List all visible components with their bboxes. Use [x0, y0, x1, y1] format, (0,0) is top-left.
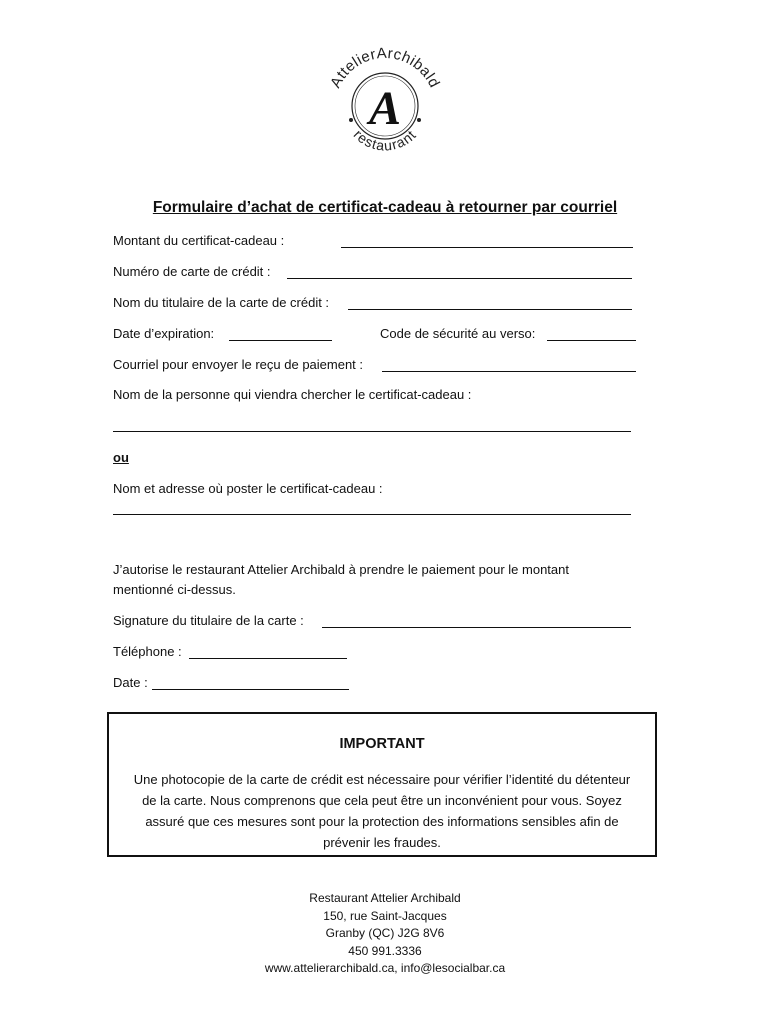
security-code-row	[380, 325, 535, 343]
logo-monogram: A	[368, 82, 402, 135]
footer-city: Granby (QC) J2G 8V6	[325, 926, 445, 940]
mail-address-label: Nom et adresse où poster le certificat-cadeau :	[113, 481, 383, 496]
pickup-person-field[interactable]	[113, 431, 631, 432]
signature-row	[113, 612, 304, 630]
security-code-label: Code de sécurité au verso:	[380, 326, 536, 341]
date-field[interactable]	[152, 689, 349, 690]
footer-phone: 450 991.3336	[348, 943, 422, 958]
cardholder-field[interactable]	[348, 309, 632, 310]
signature-label: Signature du titulaire de la carte :	[113, 613, 304, 628]
security-code-field[interactable]	[547, 340, 636, 341]
notice-line: prévenir les fraudes.	[323, 835, 441, 850]
restaurant-logo	[320, 38, 450, 168]
footer-web-email: www.attelierarchibald.ca, info@lesocialbar.ca	[264, 961, 506, 975]
phone-label: Téléphone :	[113, 644, 182, 659]
amount-field[interactable]	[341, 247, 633, 248]
receipt-email-label: Courriel pour envoyer le reçu de paiement :	[113, 357, 364, 372]
card-number-field[interactable]	[287, 278, 632, 279]
expiration-row	[113, 325, 214, 343]
notice-line: Une photocopie de la carte de crédit est nécessaire pour vérifier l’identité du détenteur	[133, 772, 631, 787]
or-label: ou	[113, 450, 129, 465]
card-number-row	[113, 263, 271, 281]
mail-address-row	[113, 480, 383, 498]
amount-label: Montant du certificat-cadeau :	[113, 233, 285, 248]
phone-field[interactable]	[189, 658, 347, 659]
date-label: Date :	[113, 675, 148, 690]
receipt-email-row	[113, 356, 363, 374]
pickup-person-row	[113, 386, 471, 404]
cardholder-label: Nom du titulaire de la carte de crédit :	[113, 295, 330, 310]
amount-row	[113, 232, 284, 250]
mail-address-field[interactable]	[113, 514, 631, 515]
expiration-label: Date d’expiration:	[113, 326, 215, 341]
card-number-label: Numéro de carte de crédit :	[113, 264, 271, 279]
footer-contact	[0, 890, 770, 978]
date-row	[113, 674, 148, 692]
logo-top-text: AttelierArchibald	[327, 44, 443, 91]
notice-line: assuré que ces mesures sont pour la protection des informations sensibles afin de	[145, 814, 619, 829]
receipt-email-field[interactable]	[382, 371, 636, 372]
important-notice-title: IMPORTANT	[339, 736, 425, 752]
footer-street: 150, rue Saint-Jacques	[323, 908, 447, 923]
important-notice-box	[107, 712, 657, 857]
authorization-line2: mentionné ci-dessus.	[113, 582, 236, 597]
restaurant-logo-seal-icon	[320, 38, 450, 168]
signature-field[interactable]	[322, 627, 631, 628]
cardholder-row	[113, 294, 329, 312]
form-title: Formulaire d’achat de certificat-cadeau à retourner par courriel	[152, 199, 618, 216]
footer-restaurant-name: Restaurant Attelier Archibald	[309, 891, 461, 905]
notice-line: de la carte. Nous comprenons que cela peut être un inconvénient pour vous. Soyez	[142, 793, 622, 808]
authorization-line1: J’autorise le restaurant Attelier Archibald à prendre le paiement pour le montant	[113, 562, 569, 577]
pickup-person-label: Nom de la personne qui viendra chercher le certificat-cadeau :	[113, 387, 472, 402]
important-notice-body	[113, 769, 651, 853]
expiration-field[interactable]	[229, 340, 332, 341]
logo-bottom-text: restaurant	[350, 126, 420, 154]
phone-row	[113, 643, 182, 661]
